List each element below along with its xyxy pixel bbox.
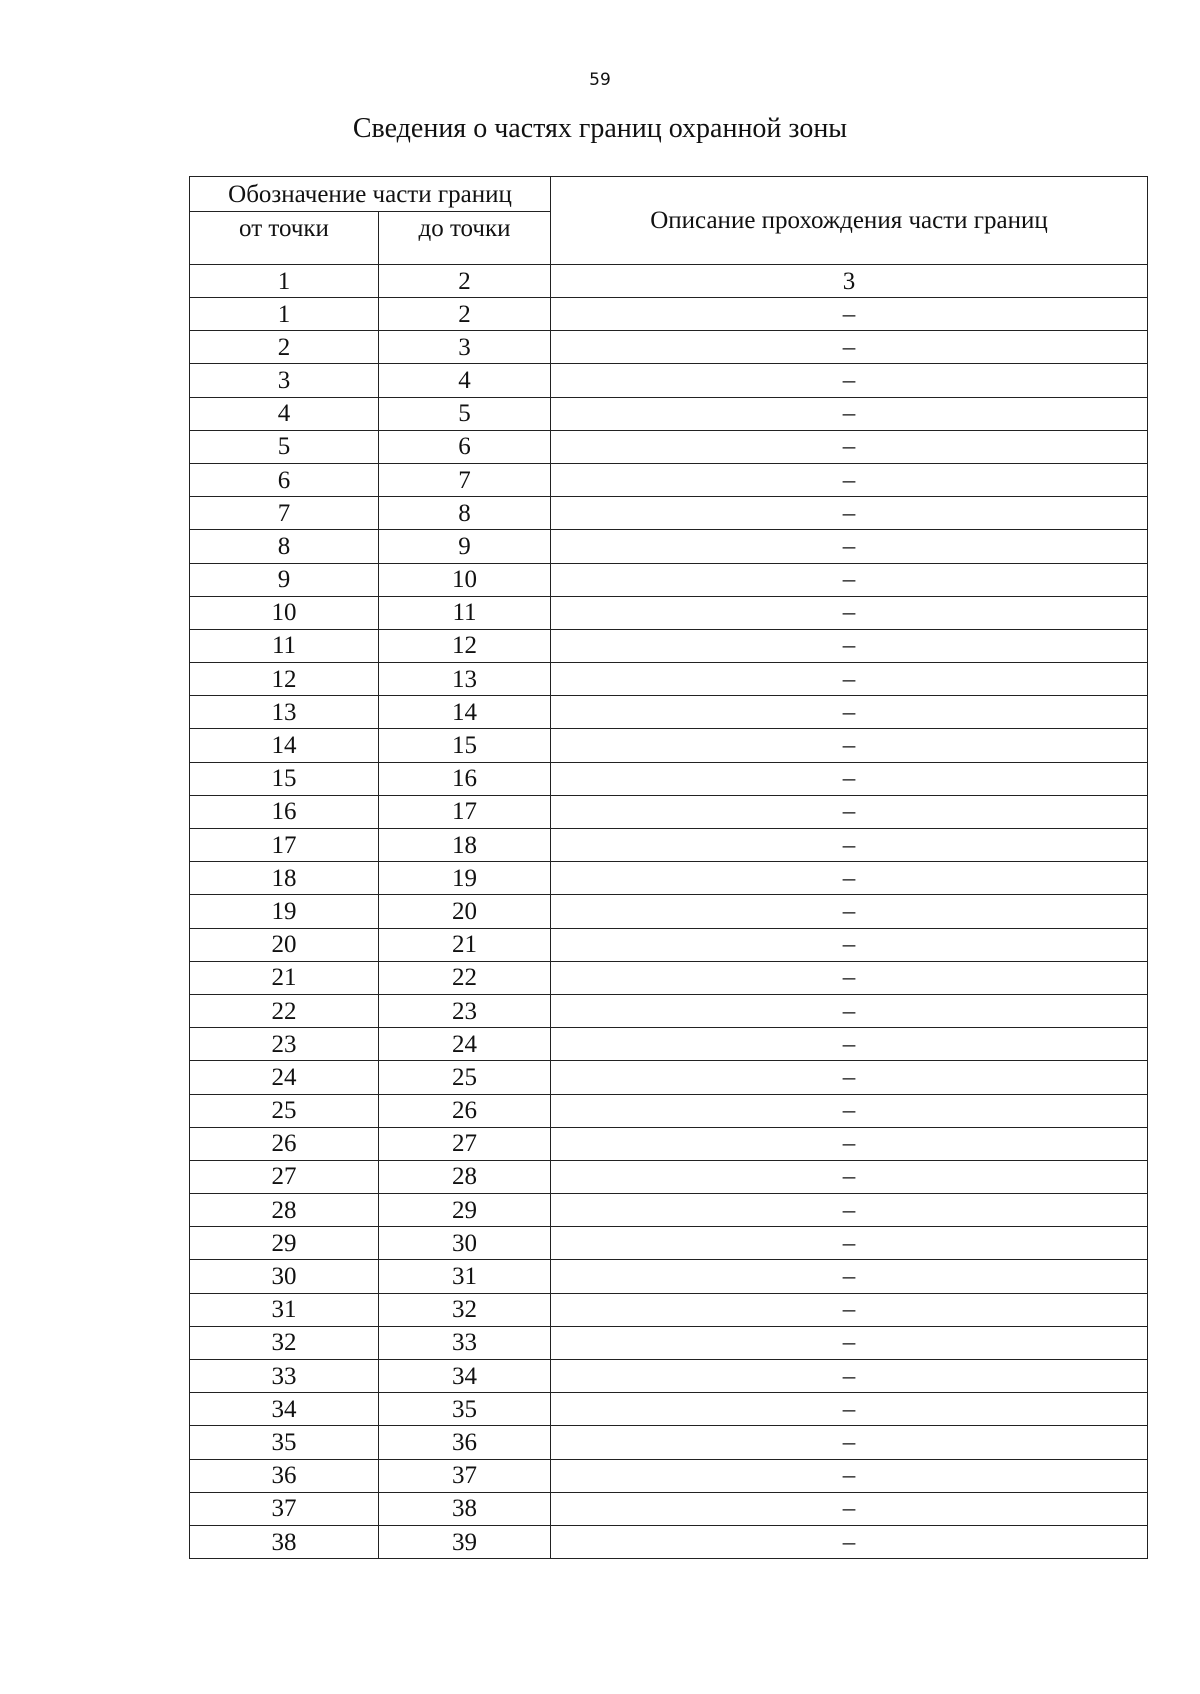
cell-to-point: 21 (379, 928, 551, 961)
cell-from-point: 29 (190, 1227, 379, 1260)
cell-from-point: 12 (190, 663, 379, 696)
cell-description: – (551, 397, 1148, 430)
table-row (190, 1393, 1148, 1426)
table-row (190, 1227, 1148, 1260)
cell-from-point: 27 (190, 1160, 379, 1193)
cell-to-point: 36 (379, 1426, 551, 1459)
cell-description: – (551, 729, 1148, 762)
cell-from-point: 10 (190, 596, 379, 629)
table-row (190, 430, 1148, 463)
cell-to-point: 26 (379, 1094, 551, 1127)
cell-description: – (551, 961, 1148, 994)
table-row (190, 364, 1148, 397)
cell-from-point: 21 (190, 961, 379, 994)
table-row (190, 928, 1148, 961)
cell-from-point: 16 (190, 795, 379, 828)
cell-from-point: 5 (190, 430, 379, 463)
header-boundary-description: Описание прохождения части границ (551, 177, 1148, 265)
table-row (190, 397, 1148, 430)
table-row (190, 1127, 1148, 1160)
table-row (190, 1293, 1148, 1326)
cell-from-point: 20 (190, 928, 379, 961)
cell-to-point: 4 (379, 364, 551, 397)
table-body (190, 265, 1148, 1559)
cell-description: – (551, 1028, 1148, 1061)
cell-to-point: 8 (379, 497, 551, 530)
table-row (190, 994, 1148, 1027)
cell-to-point: 10 (379, 563, 551, 596)
cell-to-point: 27 (379, 1127, 551, 1160)
cell-from-point: 34 (190, 1393, 379, 1426)
cell-from-point: 19 (190, 895, 379, 928)
column-number-row (190, 265, 1148, 298)
cell-from-point: 7 (190, 497, 379, 530)
cell-description: – (551, 1160, 1148, 1193)
cell-from-point: 14 (190, 729, 379, 762)
cell-to-point: 20 (379, 895, 551, 928)
table-row (190, 463, 1148, 496)
cell-to-point: 6 (379, 430, 551, 463)
table-row (190, 729, 1148, 762)
table-row (190, 331, 1148, 364)
cell-description: – (551, 629, 1148, 662)
cell-to-point: 30 (379, 1227, 551, 1260)
cell-to-point: 12 (379, 629, 551, 662)
cell-to-point: 14 (379, 696, 551, 729)
cell-description: – (551, 862, 1148, 895)
header-to-point: до точки (379, 212, 551, 265)
cell-from-point: 1 (190, 298, 379, 331)
table-row (190, 530, 1148, 563)
cell-from-point: 35 (190, 1426, 379, 1459)
cell-from-point: 23 (190, 1028, 379, 1061)
cell-to-point: 13 (379, 663, 551, 696)
table-row (190, 795, 1148, 828)
cell-to-point: 22 (379, 961, 551, 994)
table-row (190, 1426, 1148, 1459)
cell-from-point: 22 (190, 994, 379, 1027)
cell-description: – (551, 829, 1148, 862)
cell-to-point: 5 (379, 397, 551, 430)
cell-description: – (551, 1525, 1148, 1558)
cell-description: – (551, 895, 1148, 928)
cell-description: – (551, 1194, 1148, 1227)
page-title: Сведения о частях границ охранной зоны (352, 113, 848, 144)
table-row (190, 1061, 1148, 1094)
cell-description: – (551, 1260, 1148, 1293)
cell-description: – (551, 1293, 1148, 1326)
cell-to-point: 2 (379, 298, 551, 331)
cell-description: – (551, 1061, 1148, 1094)
cell-from-point: 6 (190, 463, 379, 496)
table-row (190, 1160, 1148, 1193)
table-row (190, 961, 1148, 994)
cell-from-point: 9 (190, 563, 379, 596)
table-row (190, 1459, 1148, 1492)
cell-description: – (551, 1459, 1148, 1492)
cell-to-point: 35 (379, 1393, 551, 1426)
cell-from-point: 38 (190, 1525, 379, 1558)
cell-description: – (551, 298, 1148, 331)
cell-to-point: 39 (379, 1525, 551, 1558)
cell-to-point: 7 (379, 463, 551, 496)
cell-description: – (551, 1426, 1148, 1459)
column-number-3: 3 (551, 265, 1148, 298)
cell-description: – (551, 1227, 1148, 1260)
cell-from-point: 3 (190, 364, 379, 397)
cell-from-point: 2 (190, 331, 379, 364)
table-row (190, 1360, 1148, 1393)
cell-to-point: 15 (379, 729, 551, 762)
header-from-point: от точки (190, 212, 379, 265)
cell-to-point: 32 (379, 1293, 551, 1326)
cell-to-point: 16 (379, 762, 551, 795)
cell-from-point: 36 (190, 1459, 379, 1492)
cell-description: – (551, 1492, 1148, 1525)
cell-from-point: 32 (190, 1326, 379, 1359)
cell-description: – (551, 663, 1148, 696)
cell-description: – (551, 596, 1148, 629)
cell-to-point: 25 (379, 1061, 551, 1094)
cell-from-point: 33 (190, 1360, 379, 1393)
cell-to-point: 29 (379, 1194, 551, 1227)
cell-to-point: 19 (379, 862, 551, 895)
cell-description: – (551, 463, 1148, 496)
cell-description: – (551, 430, 1148, 463)
cell-to-point: 31 (379, 1260, 551, 1293)
cell-to-point: 3 (379, 331, 551, 364)
cell-to-point: 37 (379, 1459, 551, 1492)
table-row (190, 596, 1148, 629)
table-row (190, 895, 1148, 928)
cell-description: – (551, 928, 1148, 961)
table-row (190, 1028, 1148, 1061)
cell-to-point: 38 (379, 1492, 551, 1525)
table-row (190, 696, 1148, 729)
table-row (190, 762, 1148, 795)
page-number: 59 (589, 70, 611, 90)
cell-description: – (551, 563, 1148, 596)
cell-from-point: 18 (190, 862, 379, 895)
cell-description: – (551, 1094, 1148, 1127)
cell-description: – (551, 331, 1148, 364)
cell-description: – (551, 696, 1148, 729)
table-row (190, 629, 1148, 662)
cell-description: – (551, 1360, 1148, 1393)
table-row (190, 1194, 1148, 1227)
cell-description: – (551, 530, 1148, 563)
cell-description: – (551, 1393, 1148, 1426)
table-row (190, 829, 1148, 862)
cell-description: – (551, 795, 1148, 828)
cell-from-point: 17 (190, 829, 379, 862)
table-row (190, 563, 1148, 596)
table-row (190, 1260, 1148, 1293)
cell-description: – (551, 762, 1148, 795)
cell-from-point: 26 (190, 1127, 379, 1160)
table-row (190, 298, 1148, 331)
cell-from-point: 28 (190, 1194, 379, 1227)
cell-description: – (551, 497, 1148, 530)
table-row (190, 497, 1148, 530)
column-number-2: 2 (379, 265, 551, 298)
cell-to-point: 24 (379, 1028, 551, 1061)
cell-to-point: 34 (379, 1360, 551, 1393)
cell-to-point: 28 (379, 1160, 551, 1193)
header-boundary-designation: Обозначение части границ (190, 177, 551, 212)
column-number-1: 1 (190, 265, 379, 298)
cell-description: – (551, 1127, 1148, 1160)
boundary-parts-table (189, 176, 1148, 1559)
table-header (190, 177, 1148, 265)
table-row (190, 1525, 1148, 1558)
cell-from-point: 31 (190, 1293, 379, 1326)
table-row (190, 1094, 1148, 1127)
cell-from-point: 25 (190, 1094, 379, 1127)
cell-to-point: 33 (379, 1326, 551, 1359)
cell-from-point: 4 (190, 397, 379, 430)
cell-from-point: 24 (190, 1061, 379, 1094)
cell-description: – (551, 364, 1148, 397)
cell-from-point: 11 (190, 629, 379, 662)
cell-to-point: 17 (379, 795, 551, 828)
cell-to-point: 18 (379, 829, 551, 862)
cell-from-point: 15 (190, 762, 379, 795)
table-row (190, 862, 1148, 895)
cell-description: – (551, 1326, 1148, 1359)
cell-from-point: 30 (190, 1260, 379, 1293)
cell-from-point: 8 (190, 530, 379, 563)
table-row (190, 663, 1148, 696)
cell-to-point: 9 (379, 530, 551, 563)
table-row (190, 1326, 1148, 1359)
table-row (190, 1492, 1148, 1525)
cell-from-point: 37 (190, 1492, 379, 1525)
cell-description: – (551, 994, 1148, 1027)
cell-to-point: 23 (379, 994, 551, 1027)
cell-from-point: 13 (190, 696, 379, 729)
cell-to-point: 11 (379, 596, 551, 629)
